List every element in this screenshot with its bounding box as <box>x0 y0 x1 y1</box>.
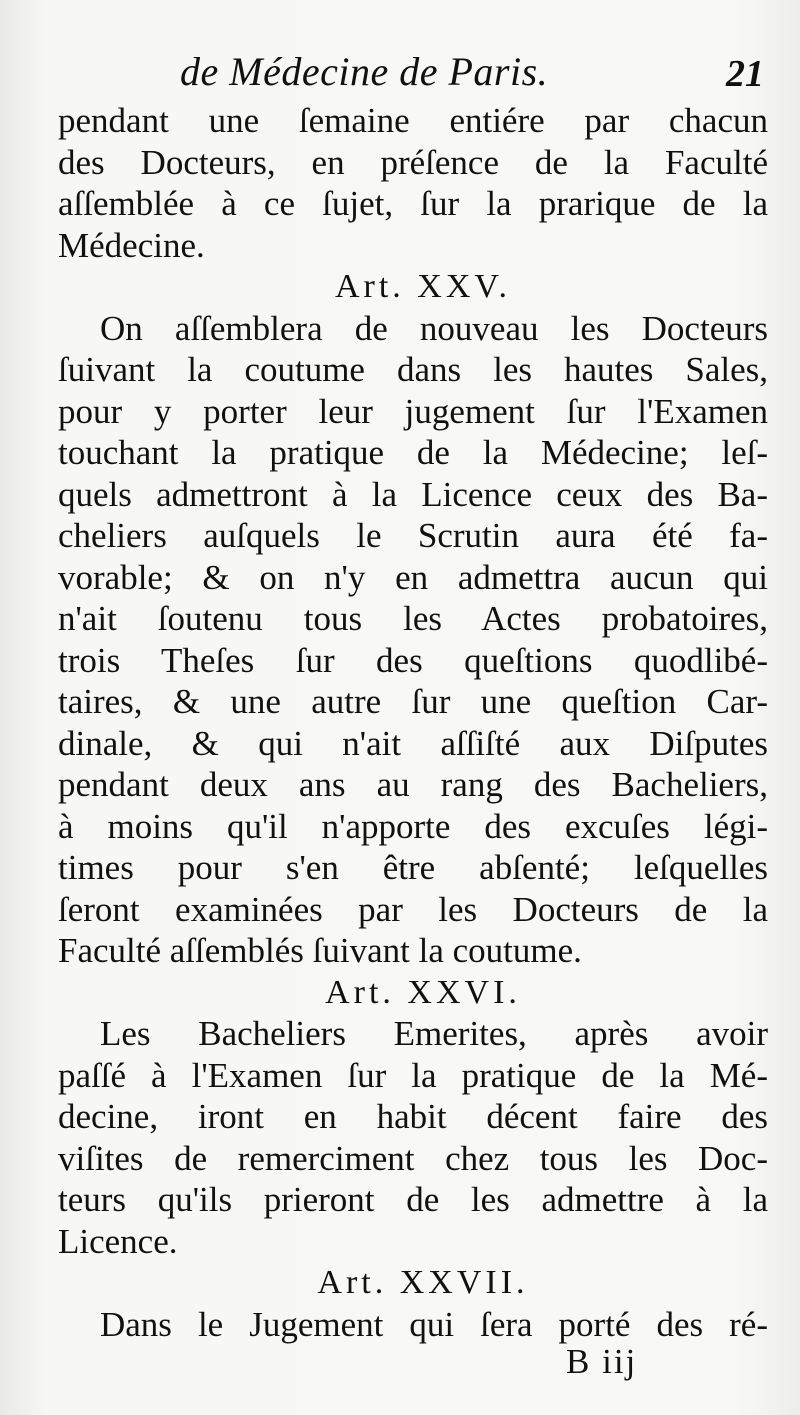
paragraph <box>58 1304 768 1346</box>
text-line: aſſemblée à ce ſujet, ſur la prarique de la <box>58 184 768 223</box>
text-line: n'ait ſoutenu tous les Actes probatoires, <box>58 599 768 638</box>
text-line: paſſé à l'Examen ſur la pratique de la Mé- <box>58 1055 768 1095</box>
text-line: Dans le Jugement qui ſera porté des ré- <box>100 1304 768 1344</box>
text-line: trois Theſes ſur des queſtions quodlibé- <box>58 640 768 680</box>
text-line: taires, & une autre ſur une queſtion Car- <box>58 682 768 721</box>
text-line: dinale, & qui n'ait aſſiſté aux Diſputes <box>58 723 768 763</box>
text-line: des Docteurs, en préſence de la Faculté <box>58 142 768 182</box>
running-title: de Médecine de Paris. <box>180 49 549 94</box>
text-line: teurs qu'ils prieront de les admettre à la <box>58 1180 768 1219</box>
text-line: touchant la pratique de la Médecine; leſ- <box>58 433 768 472</box>
article-label: Art. <box>317 1264 388 1301</box>
text-line: times pour s'en être abſenté; leſquelles <box>58 848 768 887</box>
text-line: à moins qu'il n'apporte des excuſes légi- <box>58 806 768 846</box>
text-line: Les Bacheliers Emerites, après avoir <box>100 1014 768 1053</box>
article-heading <box>58 1262 768 1304</box>
article-number: XXV. <box>417 268 512 305</box>
signature-mark: B iij <box>566 1342 638 1381</box>
article-label: Art. <box>325 973 395 1011</box>
body-text <box>58 100 768 1345</box>
text-line: cheliers auſquels le Scrutin aura été fa- <box>58 516 768 555</box>
text-line: quels admettront à la Licence ceux des Ba- <box>58 474 768 514</box>
text-line: On aſſemblera de nouveau les Docteurs <box>100 308 768 348</box>
article-heading <box>58 972 768 1014</box>
article-heading <box>58 266 768 308</box>
text-line: Licence. <box>58 1221 178 1261</box>
text-line: pendant deux ans au rang des Bacheliers, <box>58 765 768 804</box>
text-line: decine, iront en habit décent faire des <box>58 1097 768 1136</box>
page-number: 21 <box>726 53 764 95</box>
text-line: vorable; & on n'y en admettra aucun qui <box>58 557 768 597</box>
text-line: ſeront examinées par les Docteurs de la <box>58 889 768 929</box>
running-head <box>60 48 770 104</box>
text-line: Faculté aſſemblés ſuivant la coutume. <box>58 931 582 970</box>
article-label: Art. <box>334 268 405 305</box>
article-number: XXVI. <box>407 973 521 1011</box>
text-line: viſites de remerciment chez tous les Doc- <box>58 1138 768 1178</box>
paragraph <box>58 308 768 972</box>
paragraph <box>58 100 768 266</box>
text-line: pour y porter leur jugement ſur l'Examen <box>58 391 768 431</box>
text-line: Médecine. <box>58 225 205 265</box>
text-line: ſuivant la coutume dans les hautes Sales, <box>58 350 768 389</box>
article-number: XXVII. <box>399 1264 529 1301</box>
text-line: pendant une ſemaine entiére par chacun <box>58 101 768 140</box>
paragraph <box>58 1013 768 1262</box>
